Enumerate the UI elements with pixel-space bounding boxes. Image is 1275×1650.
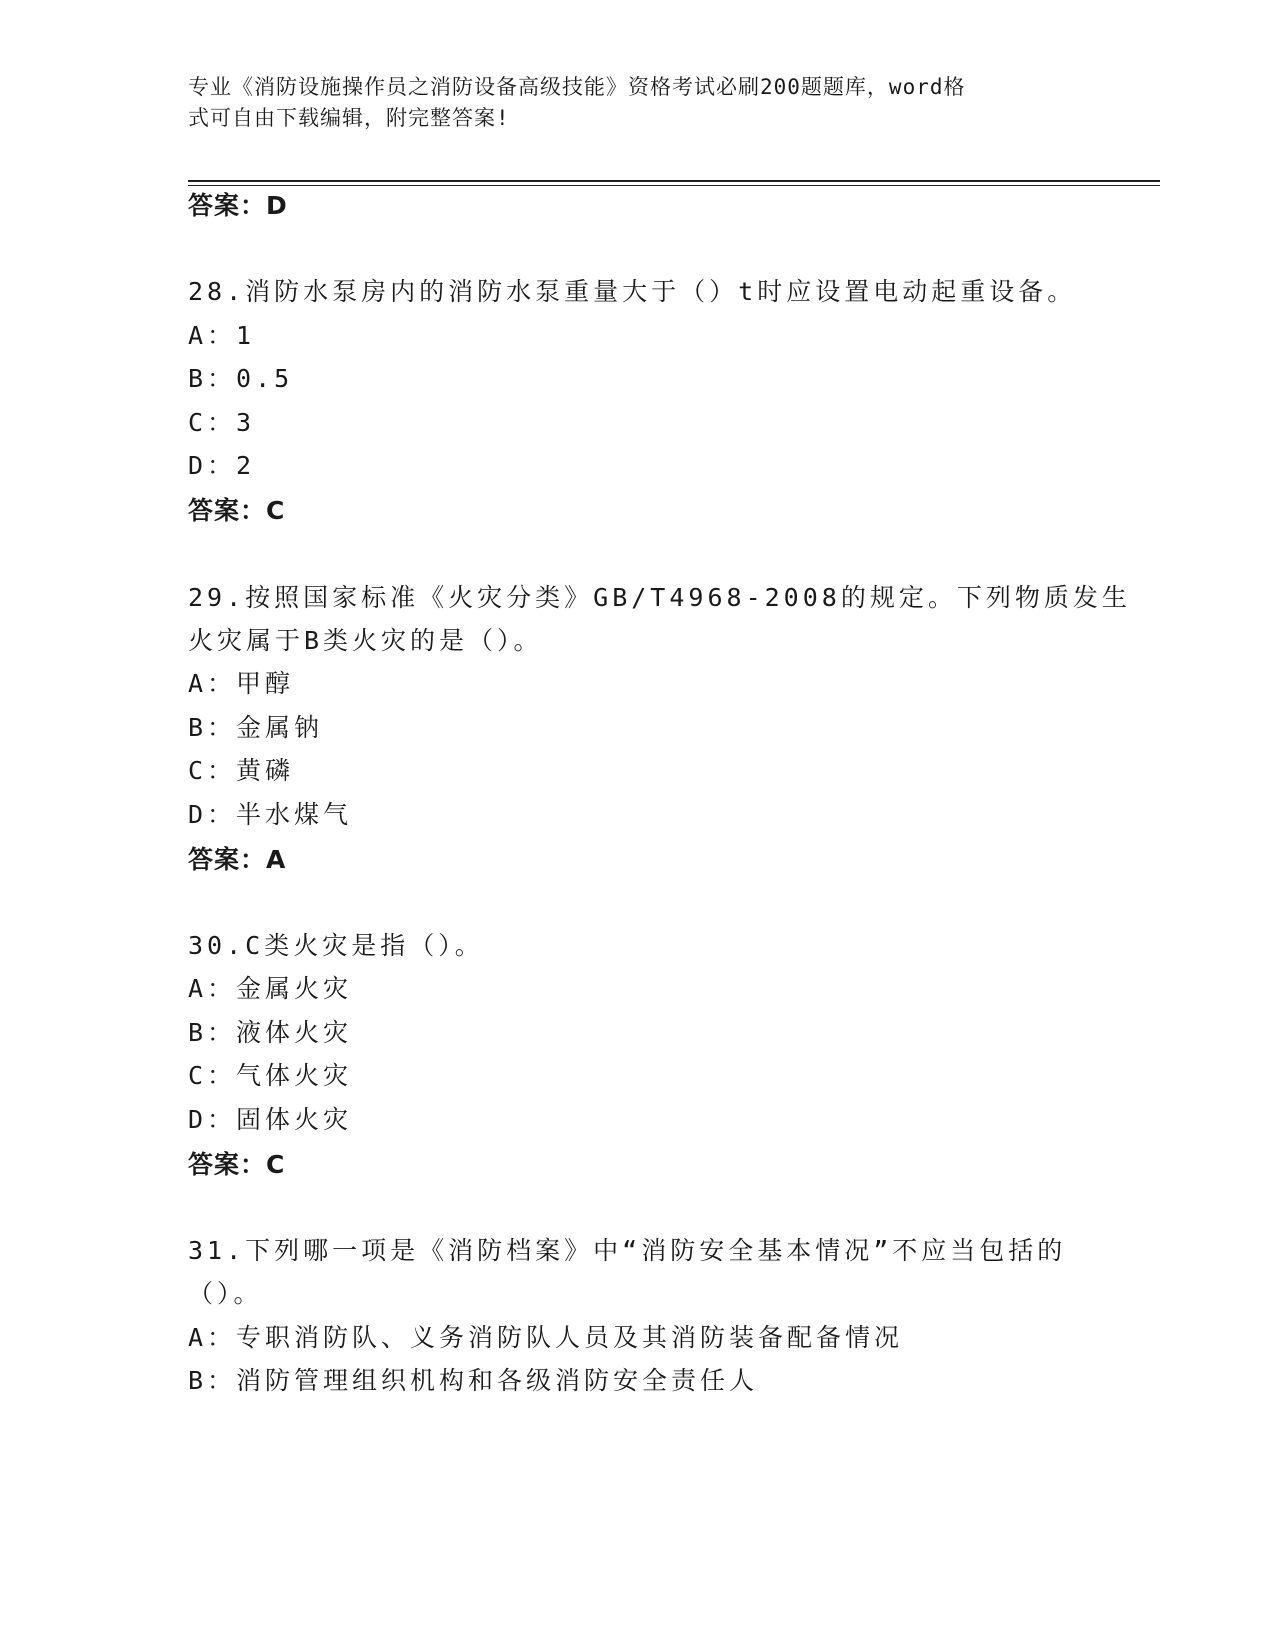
question-29-option-d: D：半水煤气 <box>188 800 353 829</box>
question-28-option-b: B：0.5 <box>188 364 294 393</box>
question-29-option-b: B：金属钠 <box>188 713 324 742</box>
question-31-option-b: B：消防管理组织机构和各级消防安全责任人 <box>188 1366 759 1395</box>
question-29-option-a: A：甲醇 <box>188 669 295 698</box>
header-line-2: 式可自由下载编辑，附完整答案! <box>188 106 510 130</box>
question-29-stem-line-2: 火灾属于B类火灾的是（）。 <box>188 626 543 655</box>
question-31-stem-line-2: （）。 <box>188 1279 263 1308</box>
document-header <box>188 72 1068 134</box>
question-30-stem: 30.C类火灾是指（）。 <box>188 931 484 960</box>
previous-answer: 答案：D <box>188 191 288 220</box>
question-30-option-b: B：液体火灾 <box>188 1018 353 1047</box>
question-30-answer: 答案：C <box>188 1150 286 1179</box>
header-line-1: 专业《消防设施操作员之消防设备高级技能》资格考试必刷200题题库，word格 <box>188 75 966 99</box>
question-29-answer: 答案：A <box>188 845 287 874</box>
question-31-option-a: A：专职消防队、义务消防队人员及其消防装备配备情况 <box>188 1323 904 1352</box>
question-29-option-c: C：黄磷 <box>188 756 295 785</box>
question-30-option-c: C：气体火灾 <box>188 1061 353 1090</box>
header-divider <box>188 180 1160 182</box>
question-28-option-d: D：2 <box>188 451 256 480</box>
question-31-stem-line-1: 31.下列哪一项是《消防档案》中“消防安全基本情况”不应当包括的 <box>188 1236 1067 1265</box>
question-28-stem: 28.消防水泵房内的消防水泵重量大于（）t时应设置电动起重设备。 <box>188 277 1077 306</box>
question-28-option-a: A：1 <box>188 321 256 350</box>
question-30-option-a: A：金属火灾 <box>188 974 353 1003</box>
question-28-option-c: C：3 <box>188 408 256 437</box>
header-divider-thin <box>188 185 1160 186</box>
question-30-option-d: D：固体火灾 <box>188 1105 353 1134</box>
question-29-stem-line-1: 29.按照国家标准《火灾分类》GB/T4968-2008的规定。下列物质发生 <box>188 583 1131 612</box>
question-28-answer: 答案：C <box>188 496 286 525</box>
